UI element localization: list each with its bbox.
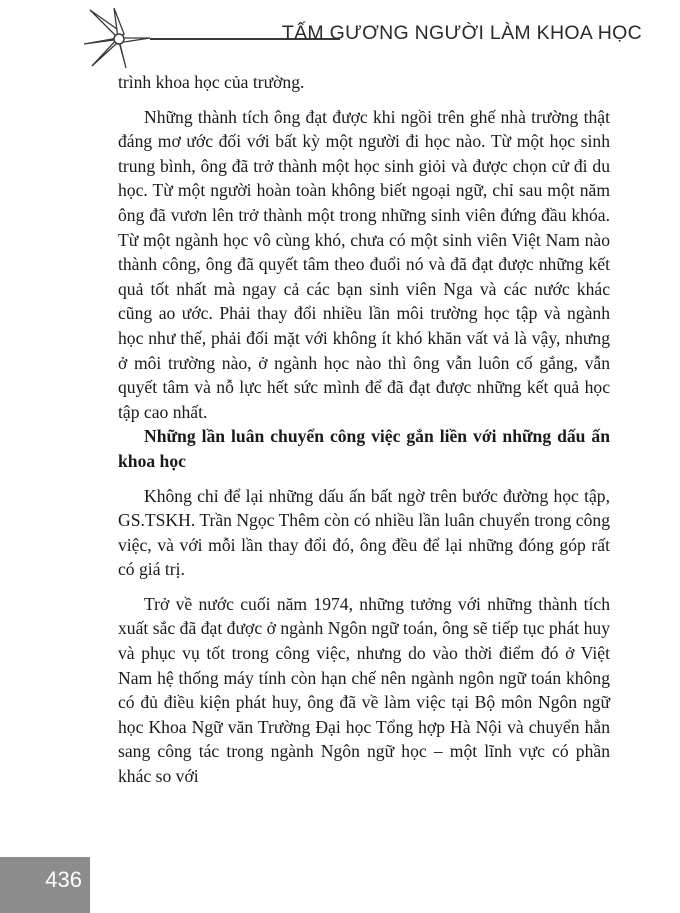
- page-number: 436: [45, 867, 82, 892]
- section-heading: Những lần luân chuyển công việc gắn liền với những dấu ấn khoa học: [118, 426, 610, 471]
- page-body: [118, 70, 610, 789]
- running-title: TẤM GƯƠNG NGƯỜI LÀM KHOA HỌC: [281, 22, 642, 44]
- paragraph: Trở về nước cuối năm 1974, những tưởng với những thành tích xuất sắc đã đạt được ở ngành Ngôn ngữ toán, ông sẽ tiếp tục phát huy và phục vụ tốt trong công việc, nhưng do vào thời điểm đó ở Việt Nam hệ thống máy tính còn hạn chế nên ngành ngôn ngữ toán không có đủ điều kiện phát huy, ông đã về làm việc tại Bộ môn Ngôn ngữ học Khoa Ngữ văn Trường Đại học Tổng hợp Hà Nội và chuyển hẳn sang công tác trong ngành Ngôn ngữ học – một lĩnh vực có phần khác so với: [118, 593, 610, 787]
- paragraph: Không chỉ để lại những dấu ấn bất ngờ trên bước đường học tập, GS.TSKH. Trần Ngọc Thêm còn có nhiều lần luân chuyển trong công việc, và với mỗi lần thay đổi đó, ông đều để lại những đóng góp rất có giá trị.: [118, 485, 610, 580]
- paragraph-continuation: trình khoa học của trường.: [118, 72, 305, 92]
- star-logo-icon: [80, 4, 160, 72]
- paragraph: Những thành tích ông đạt được khi ngồi trên ghế nhà trường thật đáng mơ ước đối với bất kỳ một người đi học nào. Từ một học sinh trung bình, ông đã trở thành một học sinh giỏi và được chọn cử đi du học. Từ một người hoàn toàn không biết ngoại ngữ, chỉ sau một năm ông đã vươn lên trở thành một trong những sinh viên đứng đầu khóa. Từ một ngành học vô cùng khó, chưa có một sinh viên Việt Nam nào thành công, ông đã quyết tâm theo đuổi nó và đã đạt được những kết quả tốt nhất mà ngay cả các bạn sinh viên Nga và các nước khác cũng ao ước. Phải thay đổi nhiều lần môi trường học tập và ngành học như thế, phải đối mặt với không ít khó khăn vất vả là vậy, nhưng ở môi trường nào, ở ngành học nào thì ông vẫn luôn cố gắng, vẫn quyết tâm và nỗ lực hết sức mình để đã đạt được những kết quả học tập cao nhất.: [118, 106, 610, 422]
